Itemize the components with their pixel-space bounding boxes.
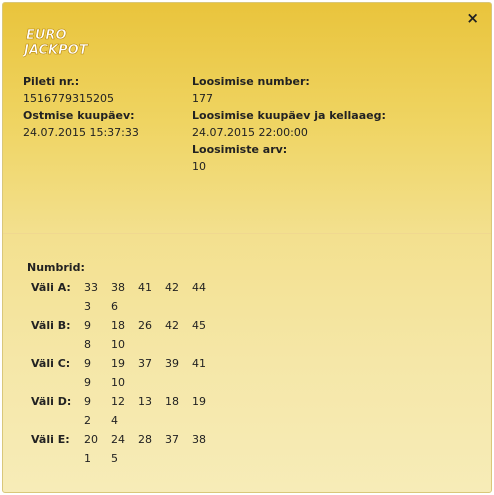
number: 20 <box>84 433 98 446</box>
close-button[interactable]: × <box>466 9 479 27</box>
number: 42 <box>165 281 179 294</box>
euro-number: 4 <box>111 414 118 427</box>
number: 9 <box>84 357 91 370</box>
number: 33 <box>84 281 98 294</box>
number: 41 <box>138 281 152 294</box>
ticket-number-label: Pileti nr.: <box>23 75 80 88</box>
euro-number: 10 <box>111 376 125 389</box>
field-label: Väli E: <box>31 433 70 446</box>
field-label: Väli A: <box>31 281 71 294</box>
field-row <box>27 433 206 471</box>
main-numbers <box>84 319 219 332</box>
euro-number: 6 <box>111 300 118 313</box>
main-numbers <box>84 281 219 294</box>
number: 37 <box>165 433 179 446</box>
number: 12 <box>111 395 125 408</box>
main-numbers <box>84 395 219 408</box>
draw-number-label: Loosimise number: <box>192 75 310 88</box>
number: 45 <box>192 319 206 332</box>
main-numbers <box>84 433 219 446</box>
ticket-number-value: 1516779315205 <box>23 92 114 105</box>
euro-number: 9 <box>84 376 91 389</box>
draw-datetime-label: Loosimise kuupäev ja kellaaeg: <box>192 109 386 122</box>
number: 19 <box>111 357 125 370</box>
euro-numbers <box>84 414 138 427</box>
section-divider <box>3 233 491 234</box>
draw-count-label: Loosimiste arv: <box>192 143 288 156</box>
ticket-details-dialog <box>2 2 492 493</box>
svg-text:JACKPOT: JACKPOT <box>24 43 88 58</box>
number: 42 <box>165 319 179 332</box>
numbers-title: Numbrid: <box>27 261 85 274</box>
svg-text:EURO: EURO <box>26 28 67 43</box>
main-numbers <box>84 357 219 370</box>
ticket-info <box>23 73 139 141</box>
euro-number: 8 <box>84 338 91 351</box>
euro-number: 5 <box>111 452 118 465</box>
number: 13 <box>138 395 152 408</box>
number: 26 <box>138 319 152 332</box>
euro-numbers <box>84 300 138 313</box>
euro-numbers <box>84 338 138 351</box>
field-label: Väli C: <box>31 357 71 370</box>
field-label: Väli D: <box>31 395 72 408</box>
number: 24 <box>111 433 125 446</box>
draw-datetime-value: 24.07.2015 22:00:00 <box>192 126 308 139</box>
draw-number-value: 177 <box>192 92 213 105</box>
draw-count-value: 10 <box>192 160 206 173</box>
numbers-section <box>27 261 206 471</box>
number: 38 <box>192 433 206 446</box>
euro-numbers <box>84 376 138 389</box>
number: 9 <box>84 395 91 408</box>
field-row <box>27 395 206 433</box>
field-row <box>27 357 206 395</box>
euro-numbers <box>84 452 138 465</box>
number: 9 <box>84 319 91 332</box>
euro-number: 1 <box>84 452 91 465</box>
euro-number: 10 <box>111 338 125 351</box>
euro-number: 2 <box>84 414 91 427</box>
number: 28 <box>138 433 152 446</box>
number: 44 <box>192 281 206 294</box>
eurojackpot-logo <box>23 25 89 57</box>
number: 18 <box>165 395 179 408</box>
purchase-date-label: Ostmise kuupäev: <box>23 109 135 122</box>
euro-number: 3 <box>84 300 91 313</box>
number: 39 <box>165 357 179 370</box>
draw-info <box>192 73 386 175</box>
purchase-date-value: 24.07.2015 15:37:33 <box>23 126 139 139</box>
field-row <box>27 319 206 357</box>
field-row <box>27 281 206 319</box>
number: 18 <box>111 319 125 332</box>
number: 37 <box>138 357 152 370</box>
number: 41 <box>192 357 206 370</box>
field-label: Väli B: <box>31 319 71 332</box>
number: 38 <box>111 281 125 294</box>
number: 19 <box>192 395 206 408</box>
